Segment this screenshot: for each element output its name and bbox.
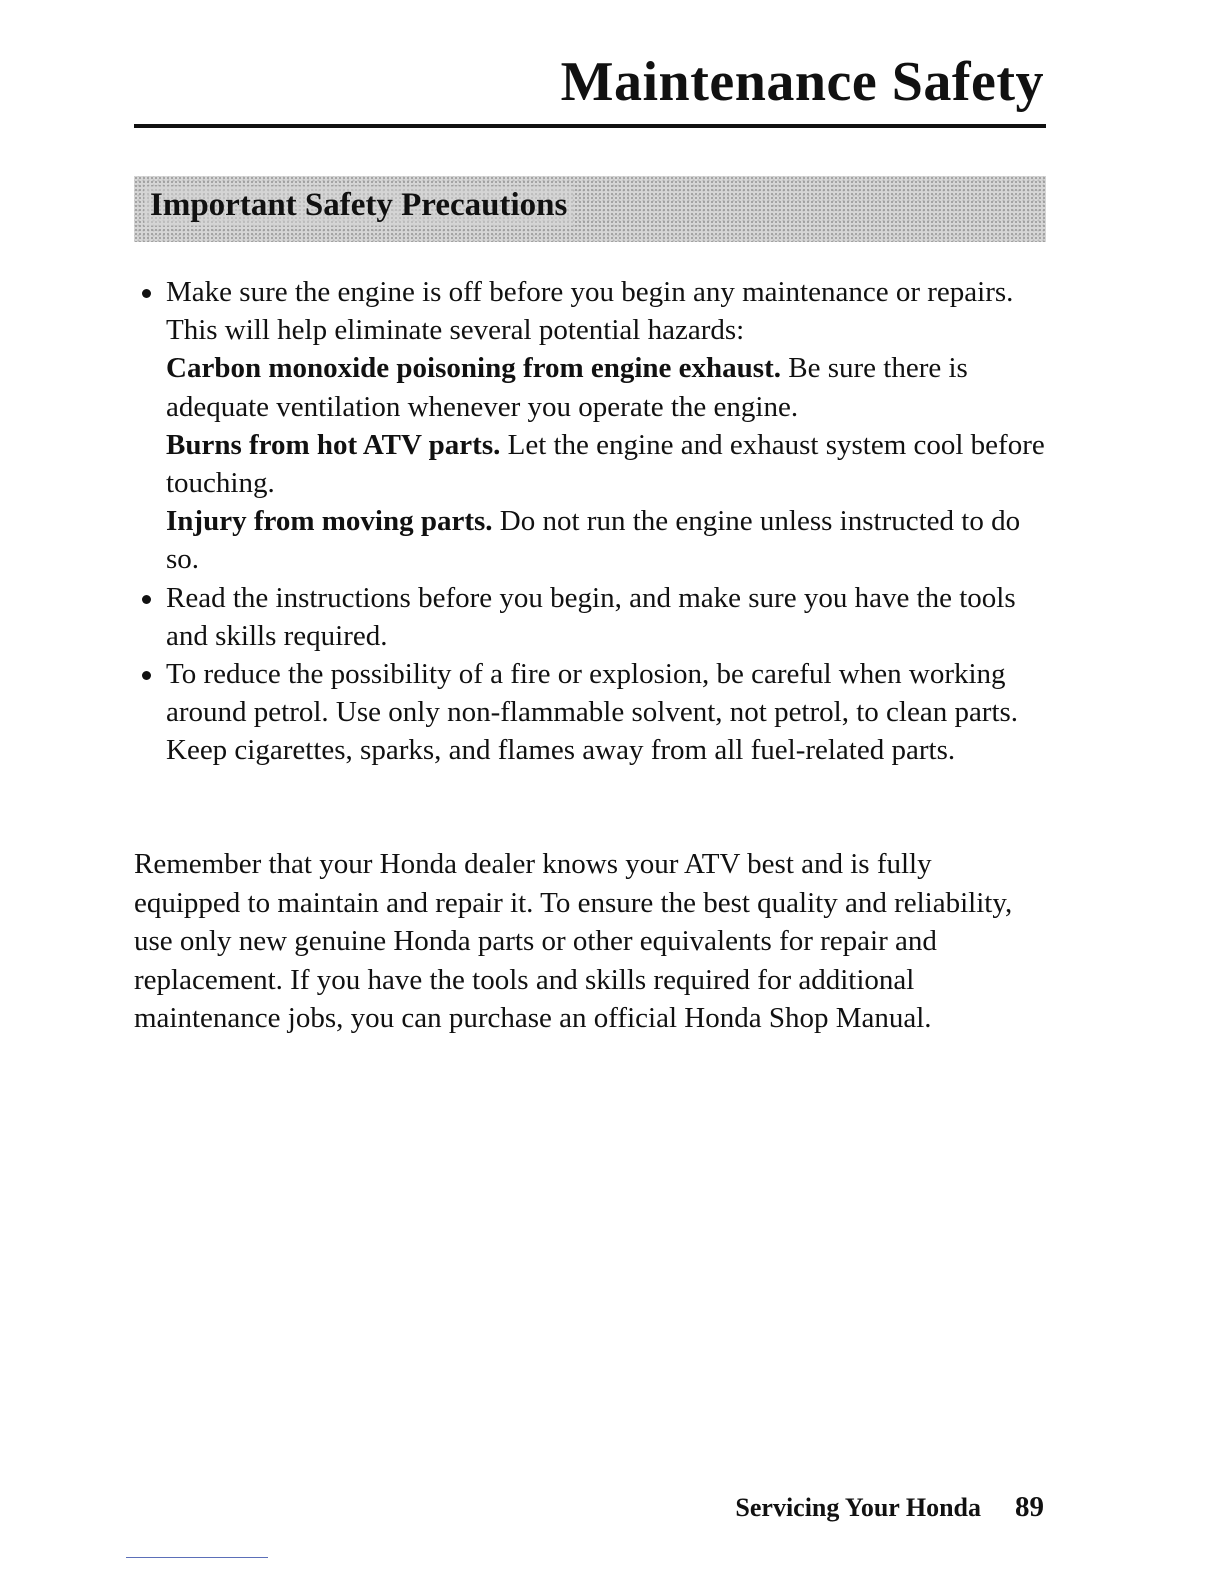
hazard-text: Do not run the engine unless instructed to do so. [166,505,1021,576]
bullet-icon [142,671,151,680]
bullet-text: To reduce the possibility of a fire or explosion, be careful when working around petrol. Use only non-flammable solvent, not petrol, to clean parts. Keep cigarettes, sparks, and flames away from all fuel-related parts. [166,658,1019,767]
bullet-icon [142,289,151,298]
hazard-text: Be sure there is adequate ventilation whenever you operate the engine. [166,352,968,423]
title-divider [134,124,1046,128]
page-title: Maintenance Safety [560,51,1044,113]
page-number: 89 [1015,1491,1044,1523]
page-footer [735,1490,1044,1525]
hazard-title: Carbon monoxide poisoning from engine exhaust. [166,352,781,385]
hazard-text: Let the engine and exhaust system cool before touching. [166,428,1045,500]
section-heading-band [134,176,1046,242]
bullet-text: Read the instructions before you begin, and make sure you have the tools and skills required. [166,581,1016,652]
hazard-item [166,502,1046,578]
hazard-title: Injury from moving parts. [166,505,493,538]
precautions-list [134,273,1046,770]
bullet-text: Make sure the engine is off before you begin any maintenance or repairs. This will help eliminate several potential hazards: [166,276,1014,347]
list-item [134,273,1046,579]
bullet-icon [142,595,151,604]
section-heading: Important Safety Precautions [144,186,573,226]
closing-paragraph: Remember that your Honda dealer knows your ATV best and is fully equipped to maintain and repair it. To ensure the best quality and reliability, use only new genuine Honda parts or other equivalents for repair and replacement. If you have the tools and skills required for additional maintenance jobs, you can purchase an official Honda Shop Manual. [134,848,1013,1035]
hazard-item [166,349,1046,425]
hazard-title: Burns from hot ATV parts. [166,428,501,461]
footer-section-title: Servicing Your Honda [735,1493,981,1522]
bottom-divider [126,1557,268,1558]
hazard-item [166,426,1046,502]
list-item [134,579,1046,655]
list-item [134,655,1046,770]
